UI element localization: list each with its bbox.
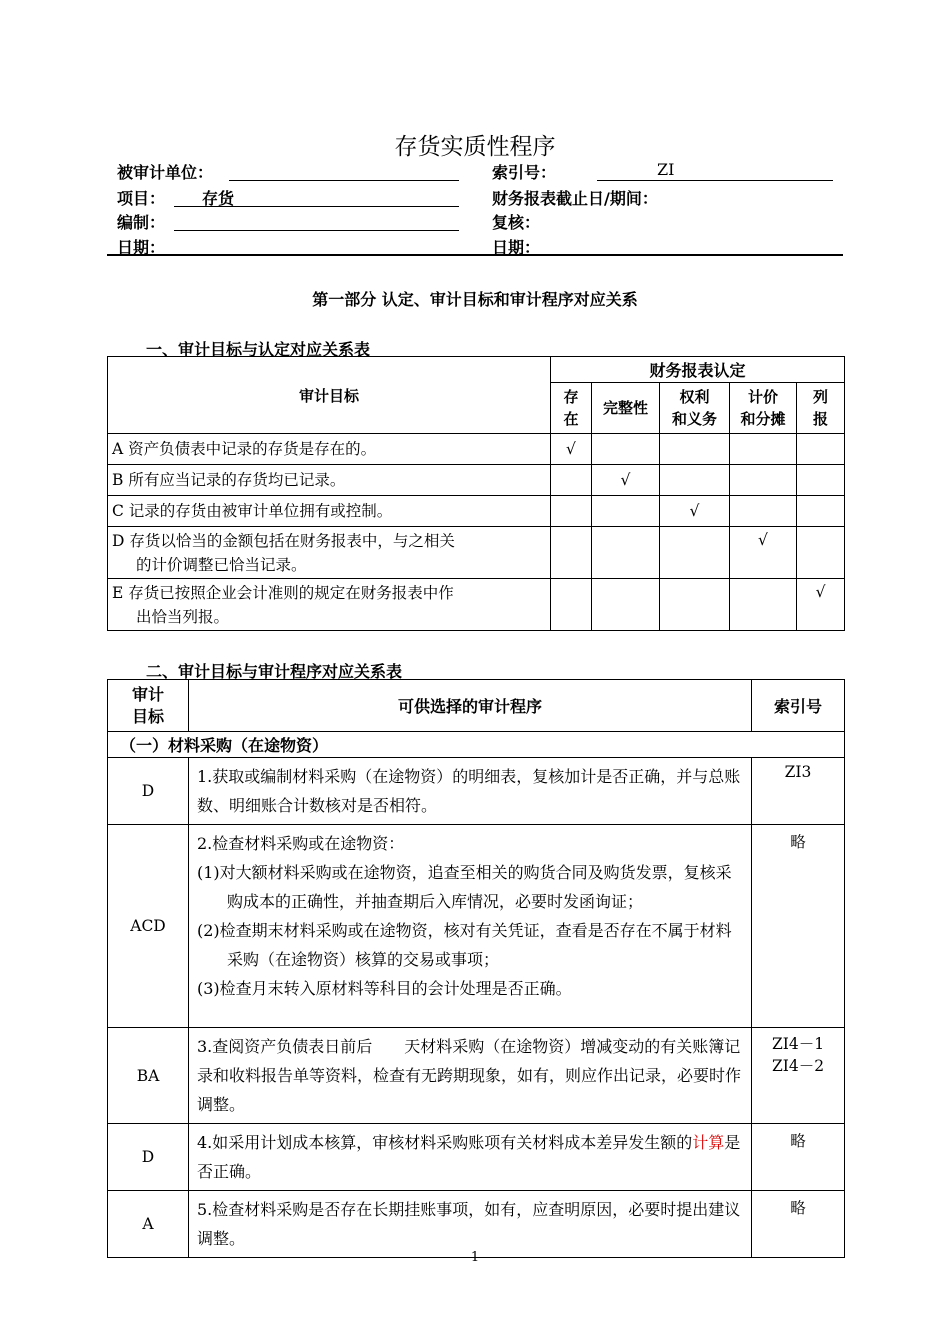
date-label: 日期：: [117, 238, 166, 257]
table-row: [108, 1028, 845, 1124]
table-row: [108, 1191, 845, 1258]
procedure-index: 略: [752, 1191, 845, 1258]
section1-title: 一、审计目标与认定对应关系表: [146, 340, 371, 359]
assertion-rights-obligations: 权利 和义务: [660, 383, 730, 434]
assertion-presentation: 列 报: [797, 383, 845, 434]
item-label: 项目：: [117, 189, 166, 208]
procedure-objective: ACD: [108, 825, 189, 1028]
table-row: [108, 1124, 845, 1191]
procedure-table: [107, 679, 845, 1258]
procedure-objective: BA: [108, 1028, 189, 1124]
procedure-objective: D: [108, 758, 189, 825]
index-field[interactable]: [597, 160, 833, 181]
procedure-index: 略: [752, 1124, 845, 1191]
col-objective: 审计 目标: [108, 680, 189, 732]
objective-c: C 记录的存货由被审计单位拥有或控制。: [108, 496, 551, 527]
col-financial-assertions: 财务报表认定: [551, 357, 845, 383]
procedure-text: 4.如采用计划成本核算，审核材料采购账项有关材料成本差异发生额的计算是否正确。: [189, 1124, 752, 1191]
prepared-field[interactable]: [174, 210, 459, 231]
table-row: [108, 758, 845, 825]
procedure-index: ZI4－1 ZI4－2: [752, 1028, 845, 1124]
objective-b: B 所有应当记录的存货均已记录。: [108, 465, 551, 496]
procedure-text: 1.获取或编制材料采购（在途物资）的明细表，复核加计是否正确，并与总账数、明细账合计数核对是否相符。: [189, 758, 752, 825]
table-row: [108, 579, 845, 631]
procedure-text: 5.检查材料采购是否存在长期挂账事项，如有，应查明原因，必要时提出建议调整。: [189, 1191, 752, 1258]
item-value: 存货: [202, 189, 235, 208]
document-title: 存货实质性程序: [394, 134, 556, 160]
index-value: ZI: [657, 160, 675, 179]
col-procedure: 可供选择的审计程序: [189, 680, 752, 732]
table-row: [108, 465, 845, 496]
assertion-existence: 存 在: [551, 383, 592, 434]
date-field[interactable]: [174, 234, 450, 255]
section2-title: 二、审计目标与审计程序对应关系表: [146, 662, 403, 681]
auditee-label: 被审计单位：: [117, 163, 214, 182]
index-label: 索引号：: [492, 163, 557, 182]
review-date-label: 日期：: [492, 238, 541, 257]
check-mark: √: [551, 434, 592, 465]
assertion-valuation: 计价 和分摊: [730, 383, 797, 434]
col-audit-objective: 审计目标: [108, 357, 551, 434]
procedure-objective: A: [108, 1191, 189, 1258]
group-material-purchase: （一）材料采购（在途物资）: [108, 732, 845, 758]
cutoff-label: 财务报表截止日/期间：: [492, 189, 658, 208]
procedure-text: 2.检查材料采购或在途物资： (1)对大额材料采购或在途物资，追查至相关的购货合同及购货发票，复核采购成本的正确性，并抽查期后入库情况，必要时发函询证； (2)检查期末材料采购或在途物资，核对有关凭证，查看是否存在不属于材料采购（在途物资）核算的交易或事项； (3)检查月末转入原材料等科目的会计处理是否正确。: [189, 825, 752, 1028]
check-mark: √: [592, 465, 660, 496]
header-divider: [107, 254, 843, 256]
check-mark: √: [730, 527, 797, 579]
objective-a: A 资产负债表中记录的存货是存在的。: [108, 434, 551, 465]
procedure-index: 略: [752, 825, 845, 1028]
table-row: [108, 527, 845, 579]
item-field[interactable]: [174, 186, 459, 207]
table-row: [108, 825, 845, 1028]
check-mark: √: [660, 496, 730, 527]
table-row: [108, 434, 845, 465]
review-label: 复核：: [492, 213, 541, 232]
check-mark: √: [797, 579, 845, 631]
highlighted-text: 计算: [692, 1133, 725, 1152]
prepared-label: 编制：: [117, 213, 166, 232]
table-row: [108, 496, 845, 527]
procedure-index: ZI3: [752, 758, 845, 825]
auditee-field[interactable]: [229, 160, 459, 181]
assertion-completeness: 完整性: [592, 383, 660, 434]
assertion-table: [107, 356, 845, 631]
procedure-text: 3.查阅资产负债表日前后 天材料采购（在途物资）增减变动的有关账簿记录和收料报告单等资料，检查有无跨期现象，如有，则应作出记录，必要时作调整。: [189, 1028, 752, 1124]
objective-e: E 存货已按照企业会计准则的规定在财务报表中作 出恰当列报。: [108, 579, 551, 631]
part1-title: 第一部分 认定、审计目标和审计程序对应关系: [312, 290, 638, 309]
procedure-objective: D: [108, 1124, 189, 1191]
col-index: 索引号: [752, 680, 845, 732]
page-number: 1: [470, 1250, 480, 1265]
objective-d: D 存货以恰当的金额包括在财务报表中，与之相关 的计价调整已恰当记录。: [108, 527, 551, 579]
